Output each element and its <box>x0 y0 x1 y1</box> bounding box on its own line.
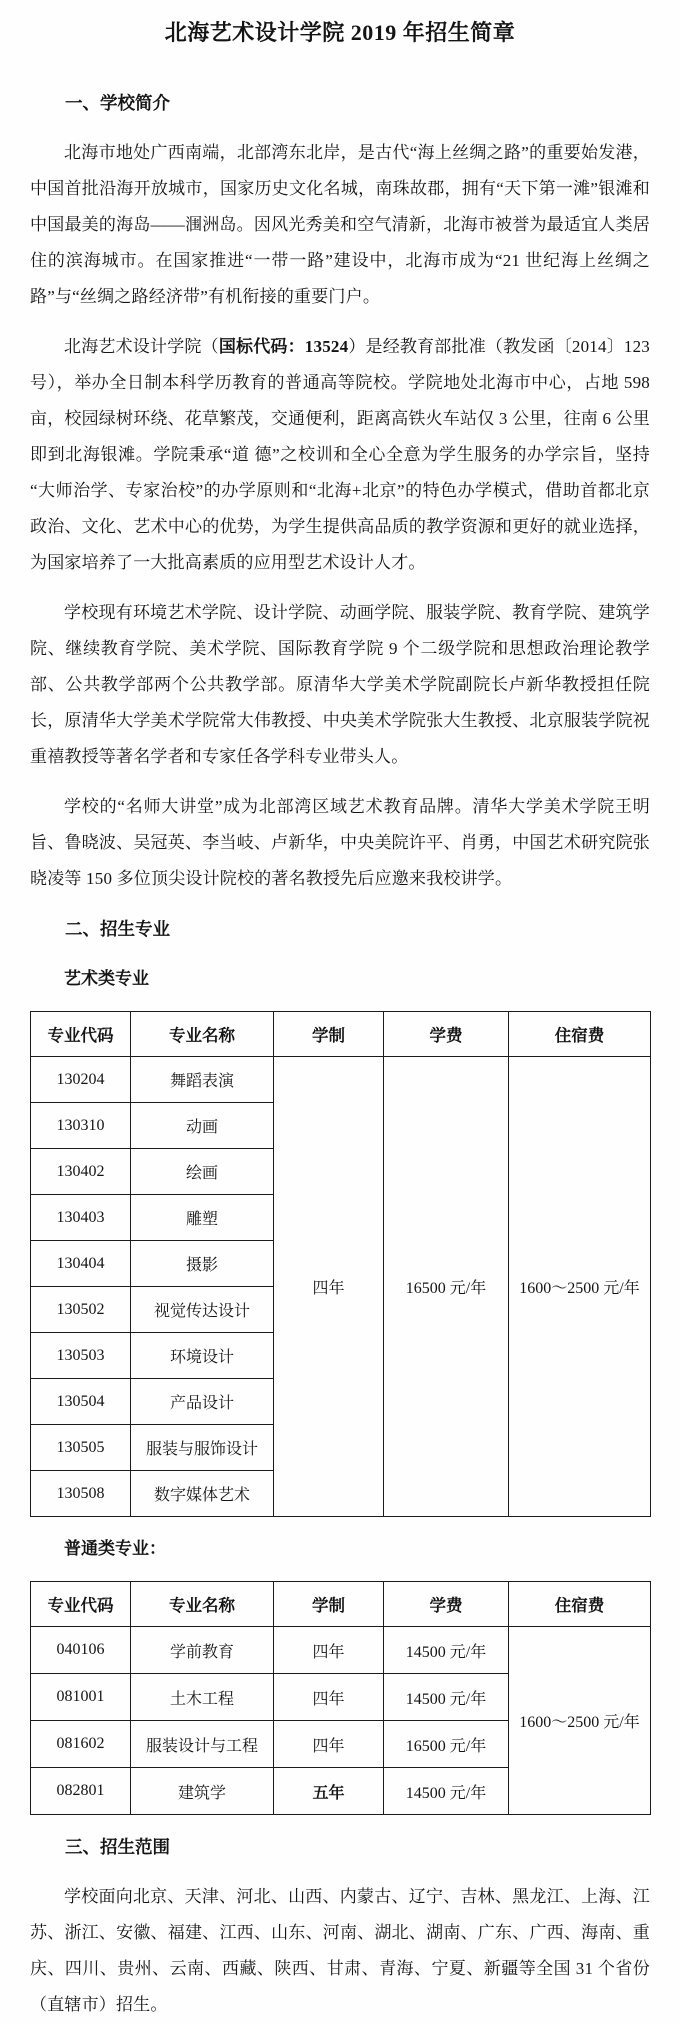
major-code: 130508 <box>31 1471 131 1517</box>
header-major-code: 专业代码 <box>31 1582 131 1627</box>
table-row <box>31 1627 651 1674</box>
major-name: 数字媒体艺术 <box>131 1471 274 1517</box>
major-name: 土木工程 <box>131 1674 274 1721</box>
major-name: 环境设计 <box>131 1333 274 1379</box>
major-name: 学前教育 <box>131 1627 274 1674</box>
paragraph-lecture-brand: 学校的“名师大讲堂”成为北部湾区域艺术教育品牌。清华大学美术学院王明旨、鲁晓波、吴冠英、李当岐、卢新华，中央美院许平、肖勇，中国艺术研究院张晓凌等 150 多位顶尖设计院校的著名教授先后应邀来我校讲学。 <box>30 797 650 888</box>
general-majors-table <box>30 1581 651 1815</box>
major-code: 081001 <box>31 1674 131 1721</box>
merged-accommodation-cell: 1600～2500 元/年 <box>509 1057 651 1517</box>
section-heading-majors: 二、招生专业 <box>65 919 170 939</box>
major-tuition: 16500 元/年 <box>384 1721 509 1768</box>
national-code: 国标代码：13524 <box>218 337 349 356</box>
major-code: 130502 <box>31 1287 131 1333</box>
major-code: 130504 <box>31 1379 131 1425</box>
major-duration: 四年 <box>274 1627 384 1674</box>
major-duration: 四年 <box>274 1674 384 1721</box>
table-header-row <box>31 1582 651 1627</box>
college-intro-pre: 北海艺术设计学院（ <box>64 337 219 356</box>
major-tuition: 14500 元/年 <box>384 1674 509 1721</box>
header-tuition: 学费 <box>384 1582 509 1627</box>
merged-tuition-cell: 16500 元/年 <box>384 1057 509 1517</box>
major-code: 082801 <box>31 1768 131 1815</box>
paragraph-enrollment-scope: 学校面向北京、天津、河北、山西、内蒙古、辽宁、吉林、黑龙江、上海、江苏、浙江、安徽、福建、江西、山东、河南、湖北、湖南、广东、广西、海南、重庆、四川、贵州、云南、西藏、陕西、甘肃、青海、宁夏、新疆等全国 31 个省份（直辖市）招生。 <box>30 1887 650 2014</box>
major-tuition: 14500 元/年 <box>384 1627 509 1674</box>
major-code: 130403 <box>31 1195 131 1241</box>
major-code: 130402 <box>31 1149 131 1195</box>
admissions-brochure-document <box>0 16 680 2023</box>
page-title: 北海艺术设计学院 2019 年招生简章 <box>164 20 516 45</box>
header-major-name: 专业名称 <box>131 1012 274 1057</box>
major-code: 130503 <box>31 1333 131 1379</box>
major-name: 视觉传达设计 <box>131 1287 274 1333</box>
paragraph-city-intro: 北海市地处广西南端，北部湾东北岸，是古代“海上丝绸之路”的重要始发港，中国首批沿海开放城市，国家历史文化名城，南珠故郡，拥有“天下第一滩”银滩和中国最美的海岛——涠洲岛。因风光秀美和空气清新，北海市被誉为最适宜人类居住的滨海城市。在国家推进“一带一路”建设中，北海市成为“21 世纪海上丝绸之路”与“丝绸之路经济带”有机衔接的重要门户。 <box>30 143 650 306</box>
college-intro-post: ）是经教育部批准（教发函〔2014〕123 号），举办全日制本科学历教育的普通高等院校。学院地处北海市中心，占地 598 亩，校园绿树环绕、花草繁茂，交通便利，距离高铁火车站仅 3 公里，往南 6 公里即到北海银滩。学院秉承“道 德”之校训和全心全意为学生服务的办学宗旨，坚持“大师治学、专家治校”的办学原则和“北海+北京”的特色办学模式，借助首都北京政治、文化、艺术中心的优势，为学生提供高品质的教学资源和更好的就业选择，为国家培养了一大批高素质的应用型艺术设计人才。 <box>30 337 651 572</box>
major-code: 130204 <box>31 1057 131 1103</box>
major-name: 绘画 <box>131 1149 274 1195</box>
major-code: 130310 <box>31 1103 131 1149</box>
table-row <box>31 1057 651 1103</box>
header-accommodation: 住宿费 <box>509 1012 651 1057</box>
major-duration: 四年 <box>274 1721 384 1768</box>
paragraph-college-intro <box>30 329 650 581</box>
header-accommodation: 住宿费 <box>509 1582 651 1627</box>
section-heading-scope: 三、招生范围 <box>65 1837 170 1857</box>
major-name: 舞蹈表演 <box>131 1057 274 1103</box>
major-name: 服装与服饰设计 <box>131 1425 274 1471</box>
major-name: 产品设计 <box>131 1379 274 1425</box>
major-name: 摄影 <box>131 1241 274 1287</box>
paragraph-faculties: 学校现有环境艺术学院、设计学院、动画学院、服装学院、教育学院、建筑学院、继续教育学院、美术学院、国际教育学院 9 个二级学院和思想政治理论教学部、公共教学部两个公共教学部。原清华大学美术学院副院长卢新华教授担任院长，原清华大学美术学院常大伟教授、中央美术学院张大生教授、北京服装学院祝重禧教授等著名学者和专家任各学科专业带头人。 <box>30 603 650 766</box>
major-name: 建筑学 <box>131 1768 274 1815</box>
header-tuition: 学费 <box>384 1012 509 1057</box>
general-majors-label: 普通类专业： <box>64 1539 166 1558</box>
art-majors-label: 艺术类专业 <box>64 969 149 988</box>
major-name: 动画 <box>131 1103 274 1149</box>
section-heading-school-intro: 一、学校简介 <box>65 93 170 113</box>
major-code: 130505 <box>31 1425 131 1471</box>
table-header-row <box>31 1012 651 1057</box>
art-majors-table <box>30 1011 651 1517</box>
header-duration: 学制 <box>274 1582 384 1627</box>
major-code: 130404 <box>31 1241 131 1287</box>
major-code: 081602 <box>31 1721 131 1768</box>
major-duration: 五年 <box>274 1768 384 1815</box>
merged-accommodation-cell: 1600～2500 元/年 <box>509 1627 651 1815</box>
header-major-name: 专业名称 <box>131 1582 274 1627</box>
major-name: 雕塑 <box>131 1195 274 1241</box>
major-code: 040106 <box>31 1627 131 1674</box>
merged-duration-cell: 四年 <box>274 1057 384 1517</box>
major-tuition: 14500 元/年 <box>384 1768 509 1815</box>
header-duration: 学制 <box>274 1012 384 1057</box>
major-name: 服装设计与工程 <box>131 1721 274 1768</box>
header-major-code: 专业代码 <box>31 1012 131 1057</box>
